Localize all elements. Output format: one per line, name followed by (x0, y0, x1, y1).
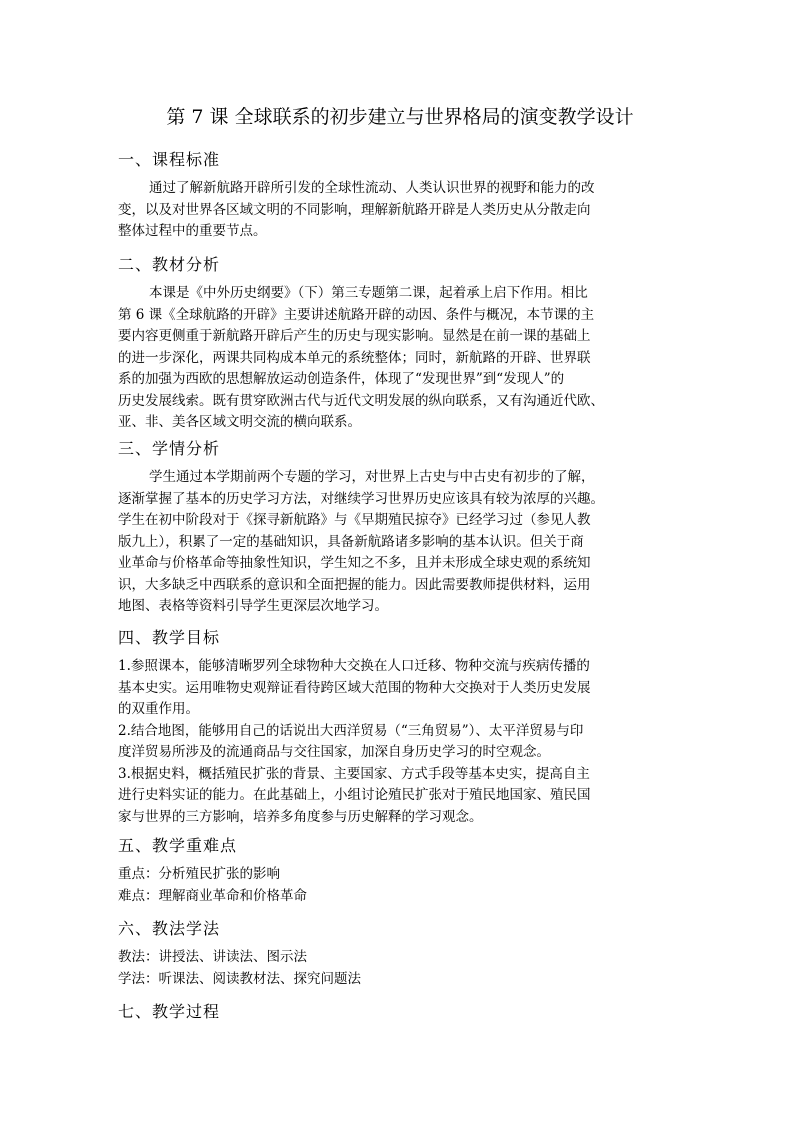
section-paragraph-teaching-objectives (118, 656, 678, 828)
text-line: 系的加强为西欧的思想解放运动创造条件，体现了“发现世界”到“发现人”的 (118, 371, 565, 387)
text-line: 本课是《中外历史纲要》（下）第三专题第二课，起着承上启下作用。相比 (149, 285, 588, 301)
text-line: 学生在初中阶段对于《探寻新航路》与《早期殖民掠夺》已经学习过（参见人教 (118, 512, 591, 528)
document-title: 第 7 课 全球联系的初步建立与世界格局的演变教学设计 (166, 106, 634, 128)
section-heading-methods: 六、教法学法 (118, 919, 221, 938)
section-paragraph-methods (118, 947, 678, 990)
section-heading-teaching-process: 七、教学过程 (118, 1002, 221, 1021)
text-line: 的双重作用。 (118, 701, 199, 717)
section-heading-teaching-objectives: 四、教学目标 (118, 628, 221, 647)
text-line: 逐渐掌握了基本的历史学习方法，对继续学习世界历史应该具有较为浓厚的兴趣。 (118, 490, 604, 507)
section-heading-curriculum-standard: 一、课程标准 (118, 150, 221, 169)
section-paragraph-key-difficult-points (118, 864, 678, 907)
text-line: 进行史料实证的能力。在此基础上，小组讨论殖民扩张对于殖民地国家、殖民国 (118, 787, 591, 803)
text-line: 学法：听课法、阅读教材法、探究问题法 (118, 970, 361, 987)
section-heading-textbook-analysis: 二、教材分析 (118, 255, 221, 274)
section-paragraph-student-analysis (118, 467, 678, 618)
text-line: 要内容更侧重于新航路开辟后产生的历史与现实影响。显然是在前一课的基础上 (118, 328, 591, 344)
text-line: 整体过程中的重要节点。 (118, 223, 267, 239)
text-line: 第 6 课《全球航路的开辟》主要讲述航路开辟的动因、条件与概况，本节课的主 (118, 306, 595, 323)
section-paragraph-textbook-analysis (118, 283, 678, 434)
section-paragraph-curriculum-standard (118, 178, 678, 243)
text-line: 教法：讲授法、讲读法、图示法 (118, 949, 307, 965)
section-heading-student-analysis: 三、学情分析 (118, 439, 221, 458)
text-line: 版九上），积累了一定的基础知识，具备新航路诸多影响的基本认识。但关于商 (118, 533, 584, 550)
text-line: 地图、表格等资料引导学生更深层次地学习。 (118, 598, 388, 614)
text-line: 度洋贸易所涉及的流通商品与交往国家，加深自身历史学习的时空观念。 (118, 744, 550, 760)
text-line: 家与世界的三方影响，培养多角度参与历史解释的学习观念。 (118, 808, 483, 825)
text-line: 1.参照课本，能够清晰罗列全球物种大交换在人口迁移、物种交流与疾病传播的 (118, 658, 590, 674)
text-line: 识，大多缺乏中西联系的意识和全面把握的能力。因此需要教师提供材料，运用 (118, 576, 591, 593)
text-line: 2.结合地图，能够用自己的话说出大西洋贸易（“三角贸易”）、太平洋贸易与印 (118, 722, 584, 739)
text-line: 基本史实。运用唯物史观辩证看待跨区域大范围的物种大交换对于人类历史发展 (118, 679, 591, 696)
text-line: 3.根据史料，概括殖民扩张的背景、主要国家、方式手段等基本史实，提高自主 (118, 765, 590, 782)
text-line: 变，以及对世界各区域文明的不同影响，理解新航路开辟是人类历史从分散走向 (118, 201, 591, 218)
text-line: 业革命与价格革命等抽象性知识，学生知之不多，且并未形成全球史观的系统知 (118, 555, 591, 571)
text-line: 重点：分析殖民扩张的影响 (118, 866, 280, 882)
text-line: 历史发展线索。既有贯穿欧洲古代与近代文明发展的纵向联系，又有沟通近代欧、 (118, 392, 604, 409)
text-line: 的进一步深化，两课共同构成本单元的系统整体；同时，新航路的开辟、世界联 (118, 349, 591, 366)
text-line: 难点：理解商业革命和价格革命 (118, 887, 307, 904)
text-line: 学生通过本学期前两个专题的学习，对世界上古史与中古史有初步的了解， (149, 469, 595, 485)
text-line: 通过了解新航路开辟所引发的全球性流动、人类认识世界的视野和能力的改 (149, 180, 595, 196)
section-heading-key-difficult-points: 五、教学重难点 (118, 836, 238, 855)
text-line: 亚、非、美各区域文明交流的横向联系。 (118, 414, 361, 430)
